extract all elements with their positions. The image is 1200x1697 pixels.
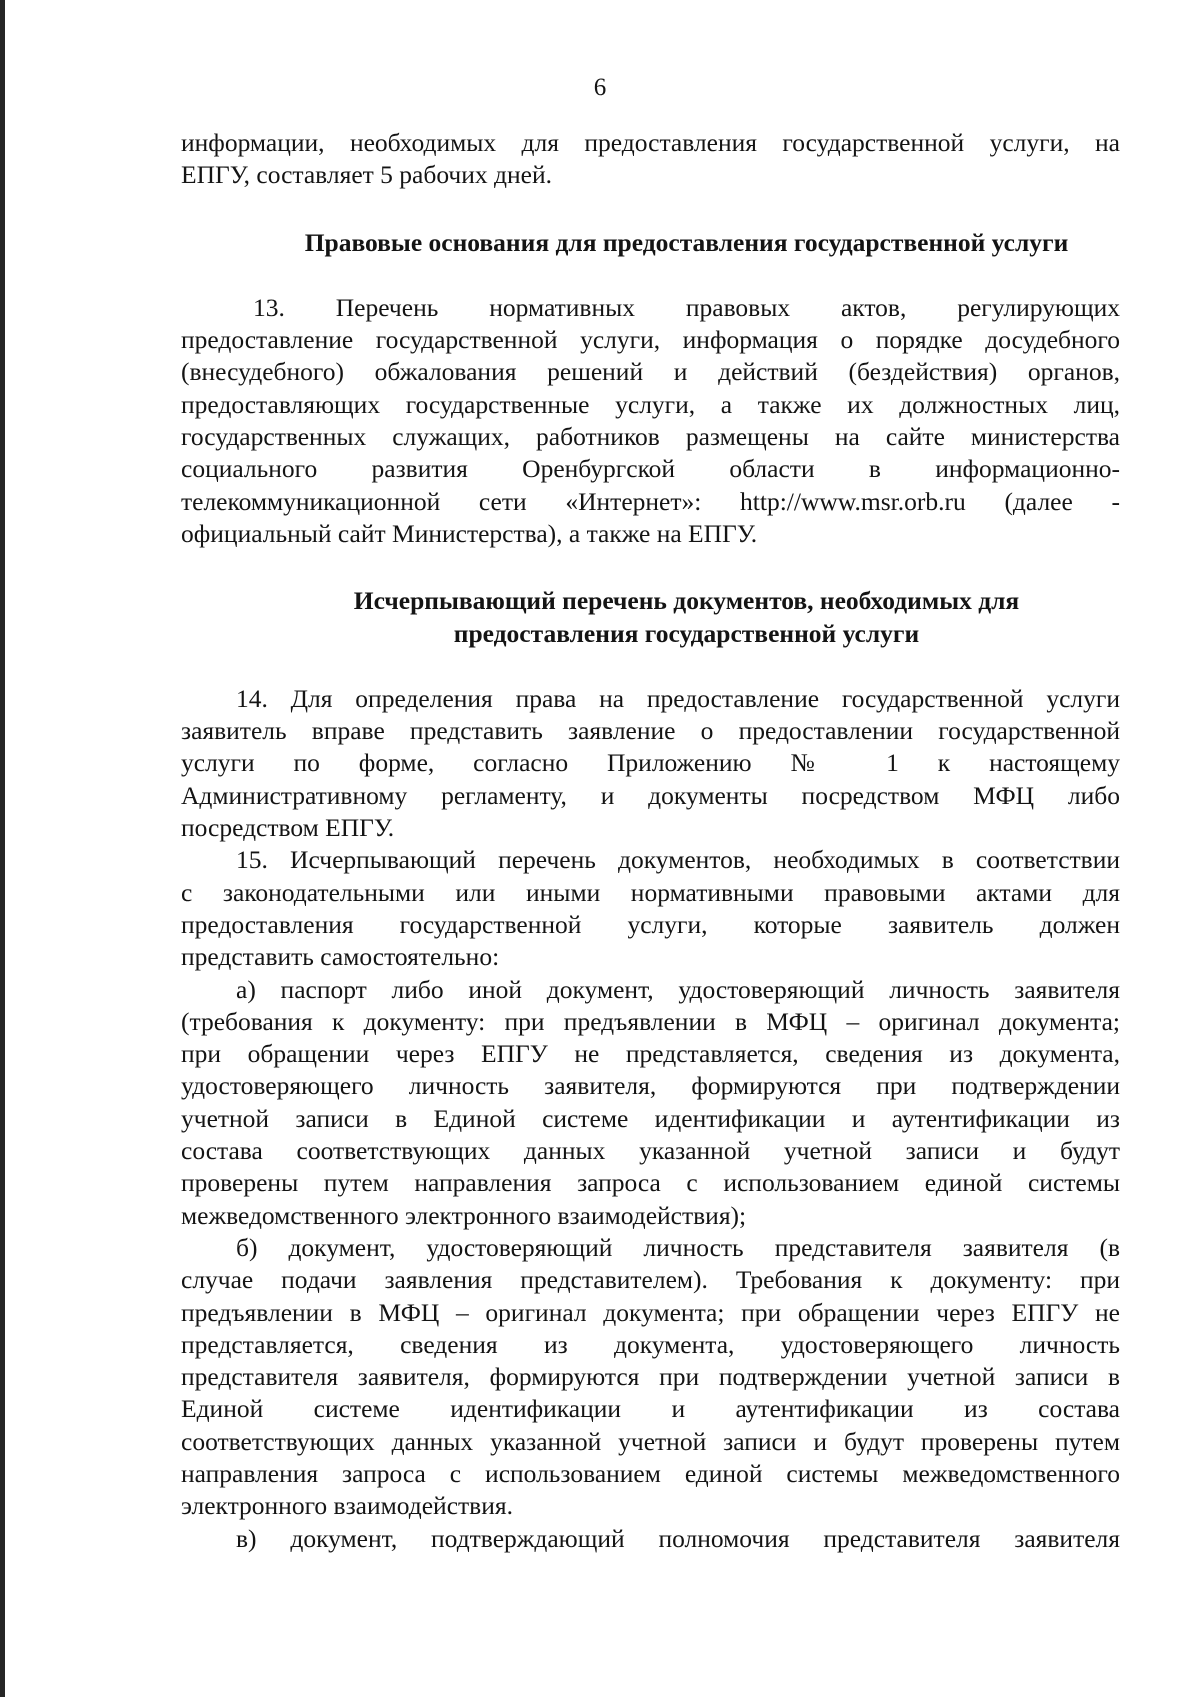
page-number: 6 — [593, 74, 607, 101]
paragraph-15 — [181, 844, 1120, 973]
text-line: Единой системе идентификации и аутентификации из состава — [181, 1394, 1120, 1424]
text-line: официальный сайт Министерства), а также на ЕПГУ. — [181, 518, 758, 548]
text-line: ЕПГУ, составляет 5 рабочих дней. — [181, 160, 552, 190]
text-line: заявитель вправе представить заявление о предоставлении государственной — [181, 716, 1120, 746]
text-line: а) паспорт либо иной документ, удостоверяющий личность заявителя — [236, 974, 1120, 1004]
text-line: информации, необходимых для предоставления государственной услуги, на — [181, 128, 1120, 157]
heading-line: предоставления государственной услуги — [453, 618, 920, 648]
text-line: направления запроса с использованием единой системы межведомственного — [181, 1458, 1120, 1488]
text-line: межведомственного электронного взаимодействия); — [181, 1200, 747, 1230]
text-line: предъявлении в МФЦ – оригинал документа; при обращении через ЕПГУ не — [181, 1297, 1120, 1327]
heading-documents-list — [181, 585, 1120, 650]
text-line: посредством ЕПГУ. — [181, 813, 395, 843]
document-body — [181, 127, 1120, 1555]
text-line: при обращении через ЕПГУ не представляется, сведения из документа, — [181, 1039, 1120, 1069]
text-line: б) документ, удостоверяющий личность представителя заявителя (в — [236, 1232, 1120, 1262]
paragraph-14 — [181, 683, 1120, 844]
text-line: соответствующих данных указанной учетной записи и будут проверены путем — [181, 1426, 1120, 1456]
text-line: удостоверяющего личность заявителя, формируются при подтверждении — [181, 1071, 1120, 1101]
text-line: учетной записи в Единой системе идентификации и аутентификации из — [181, 1103, 1120, 1133]
text-line: проверены путем направления запроса с использованием единой системы — [181, 1168, 1120, 1198]
heading-legal-basis: Правовые основания для предоставления государственной услуги — [304, 227, 1069, 257]
text-line: состава соответствующих данных указанной учетной записи и будут — [181, 1136, 1120, 1166]
text-line: Административному регламенту, и документы посредством МФЦ либо — [181, 780, 1120, 810]
intro-paragraph — [181, 127, 1120, 192]
text-line: в) документ, подтверждающий полномочия представителя заявителя — [236, 1523, 1120, 1553]
text-line: с законодательными или иными нормативными правовыми актами для — [181, 877, 1120, 907]
text-line: 15. Исчерпывающий перечень документов, необходимых в соответствии — [236, 845, 1120, 875]
text-line: (внесудебного) обжалования решений и действий (бездействия) органов, — [181, 357, 1120, 387]
text-line: 13. Перечень нормативных правовых актов, регулирующих — [253, 292, 1120, 322]
text-line: представляется, сведения из документа, удостоверяющего личность — [181, 1329, 1120, 1359]
text-line: предоставление государственной услуги, информация о порядке досудебного — [181, 325, 1120, 355]
list-item-b — [181, 1232, 1120, 1523]
list-item-a — [181, 974, 1120, 1232]
text-line: случае подачи заявления представителем). Требования к документу: при — [181, 1265, 1120, 1295]
text-line: представителя заявителя, формируются при подтверждении учетной записи в — [181, 1362, 1120, 1392]
heading-line: Исчерпывающий перечень документов, необходимых для — [353, 586, 1020, 616]
text-line: телекоммуникационной сети «Интернет»: http://www.msr.orb.ru (далее - — [181, 486, 1120, 516]
text-line: социального развития Оренбургской области в информационно- — [181, 454, 1120, 484]
text-line: (требования к документу: при предъявлении в МФЦ – оригинал документа; — [181, 1006, 1120, 1036]
text-line: 14. Для определения права на предоставление государственной услуги — [236, 683, 1120, 713]
text-line: государственных служащих, работников размещены на сайте министерства — [181, 422, 1120, 452]
text-line: услуги по форме, согласно Приложению № 1 к настоящему — [181, 748, 1120, 778]
text-line: представить самостоятельно: — [181, 942, 500, 972]
text-line: предоставляющих государственные услуги, а также их должностных лиц, — [181, 389, 1120, 419]
list-item-v — [181, 1523, 1120, 1555]
text-line: предоставления государственной услуги, которые заявитель должен — [181, 909, 1120, 939]
text-line: электронного взаимодействия. — [181, 1491, 513, 1521]
paragraph-13 — [181, 292, 1120, 550]
scan-edge — [0, 0, 5, 1697]
